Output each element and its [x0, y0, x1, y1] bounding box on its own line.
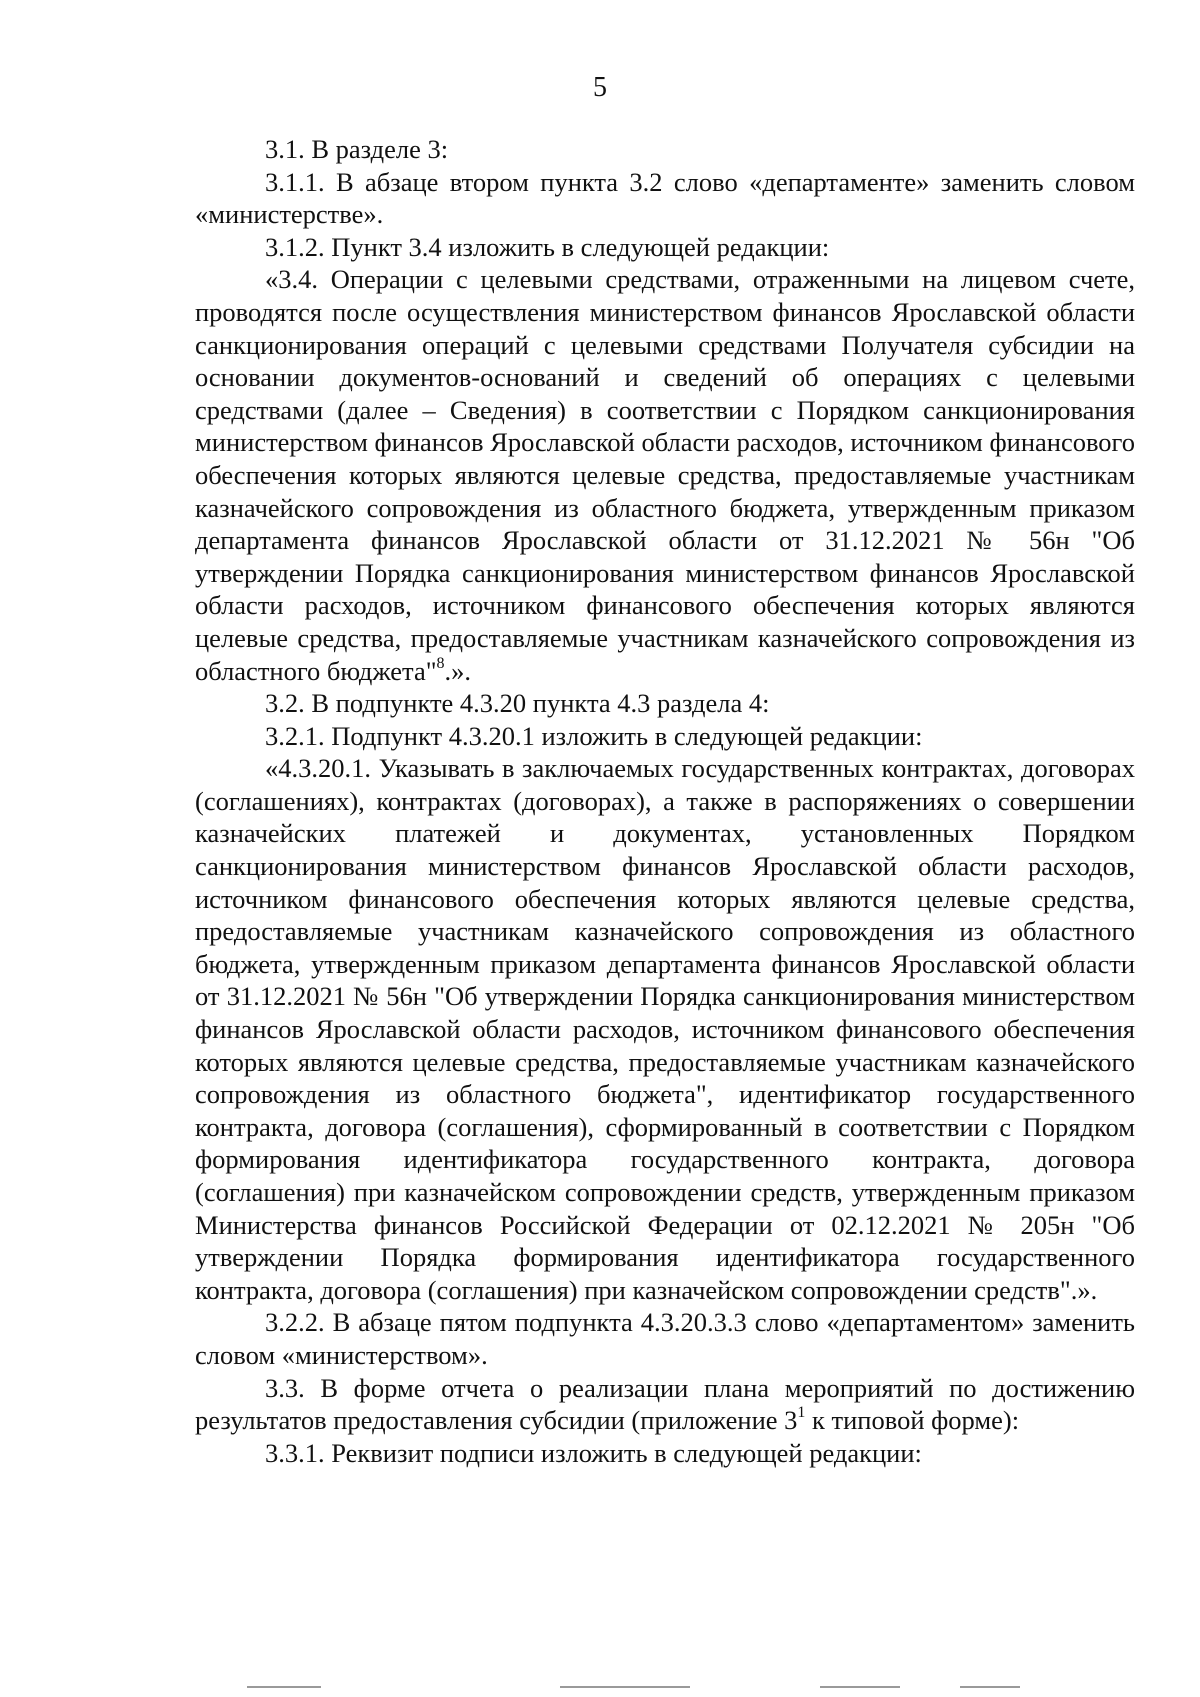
paragraph-3-3-body: 3.3. В форме отчета о реализации плана мероприятий по достижению результатов предоставления субсидии (приложение 3 — [195, 1372, 1135, 1436]
paragraph-3-3 — [195, 1372, 1135, 1437]
paragraph-3-2: 3.2. В подпункте 4.3.20 пункта 4.3 раздела 4: — [265, 688, 770, 719]
paragraph-3-2-2: 3.2.2. В абзаце пятом подпункта 4.3.20.3.3 слово «департаментом» заменить словом «министерством». — [195, 1307, 1135, 1370]
scan-edge-mark — [960, 1686, 1020, 1688]
scan-edge-mark — [820, 1686, 900, 1688]
paragraph-4-3-20-1-text: «4.3.20.1. Указывать в заключаемых государственных контрактах, договорах (соглашениях), контрактах (договорах), а также в распоряжениях о совершении казначейских платежей и документах, установленных Порядком санкционирования министерством финансов Ярославской области расходов, источником финансового обеспечения которых являются целевые средства, предоставляемые участникам казначейского сопровождения из областного бюджета, утвержденным приказом департамента финансов Ярославской области от 31.12.2021 № 56н "Об утверждении Порядка санкционирования министерством финансов Ярославской области расходов, источником финансового обеспечения которых являются целевые средства, предоставляемые участникам казначейского сопровождения из областного бюджета", идентификатор государственного контракта, договора (соглашения), сформированный в соответствии с Порядком формирования идентификатора государственного контракта, договора (соглашения) при казначейском сопровождении средств, утвержденным приказом Министерства финансов Российской Федерации от 02.12.2021 № 205н "Об утверждении Порядка формирования идентификатора государственного контракта, договора (соглашения) при казначейском сопровождении средств".». — [195, 753, 1135, 1305]
footnote-marker-8: 8 — [436, 654, 445, 672]
scan-edge-marks — [0, 1686, 1200, 1690]
scan-edge-mark — [247, 1686, 321, 1688]
paragraph-3-1-1: 3.1.1. В абзаце втором пункта 3.2 слово «департаменте» заменить словом «министерстве». — [195, 166, 1135, 230]
paragraph-3-3-tail: к типовой форме): — [805, 1405, 1020, 1436]
page-number: 5 — [593, 72, 607, 103]
paragraph-3-4-body: «3.4. Операции с целевыми средствами, отраженными на лицевом счете, проводятся после осуществления министерством финансов Ярославской области санкционирования операций с целевыми средствами Получателя субсидии на основании документов-оснований и сведений об операциях с целевыми средствами (далее – Сведения) в соответствии с Порядком санкционирования министерством финансов Ярославской области расходов, источником финансового обеспечения которых являются целевые средства, предоставляемые участникам казначейского сопровождения из областного бюджета, утвержденным приказом департамента финансов Ярославской области от 31.12.2021 № 56н "Об утверждении Порядка санкционирования министерством финансов Ярославской области расходов, источником финансового обеспечения которых являются целевые средства, предоставляемые участникам казначейского сопровождения из областного бюджета" — [195, 264, 1135, 686]
paragraph-3-3-1: 3.3.1. Реквизит подписи изложить в следующей редакции: — [265, 1437, 922, 1468]
paragraph-3-1-2: 3.1.2. Пункт 3.4 изложить в следующей редакции: — [265, 231, 830, 262]
paragraph-3-4-text — [195, 263, 1135, 687]
paragraph-3-4-tail: .». — [444, 655, 472, 686]
appendix-superscript: 1 — [797, 1404, 806, 1422]
document-body — [195, 133, 1135, 1469]
paragraph-3-1: 3.1. В разделе 3: — [265, 134, 449, 164]
scan-edge-mark — [560, 1686, 690, 1688]
paragraph-3-2-1: 3.2.1. Подпункт 4.3.20.1 изложить в следующей редакции: — [265, 720, 923, 751]
